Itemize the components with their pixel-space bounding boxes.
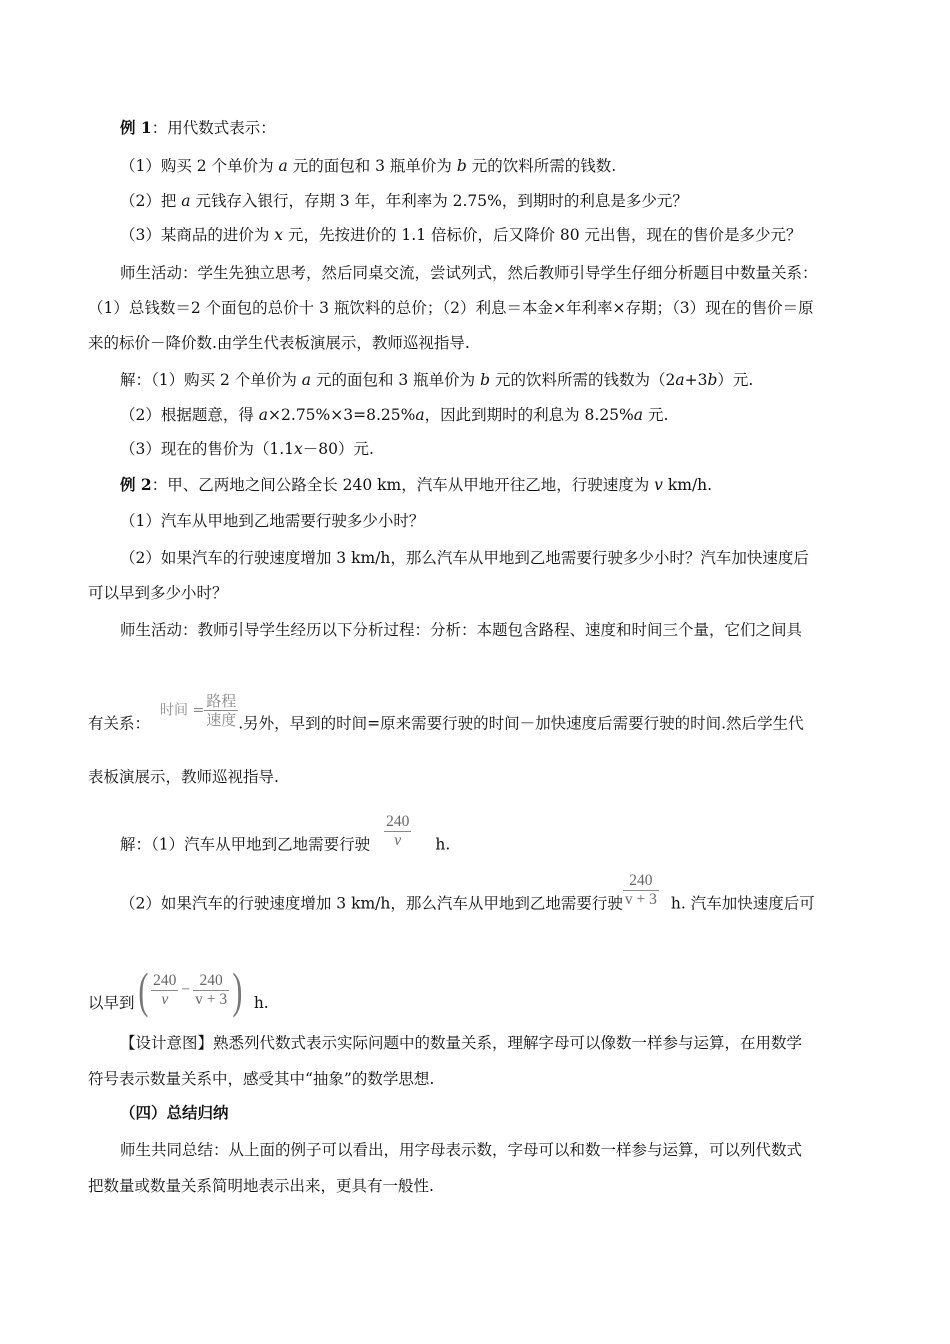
- example2-activity-line2: 有关系：时间 = $\frac{\text{路程}}{\text{速度}}$ .另外，早到的时间=原来需要行驶的时间－加快速度后需要行驶的时间.然后学生代: [88, 692, 804, 733]
- example1-activity-line3: 来的标价－降价数.由学生代表板演展示，教师巡视指导.: [88, 334, 470, 352]
- example1-solution3: （3）现在的售价为（1.1x－80）元.: [120, 440, 374, 458]
- example2-activity-line1: 师生活动：教师引导学生经历以下分析过程：分析：本题包含路程、速度和时间三个量，它们之间具: [120, 621, 803, 639]
- example1-question2: （2）把 a 元钱存入银行，存期 3 年，年利率为 2.75%，到期时的利息是多少元？: [120, 192, 688, 210]
- section4-heading: （四）总结归纳: [120, 1103, 229, 1122]
- difference-expression: ( $\frac{240}{v}$ − $\frac{240}{v + 3}$ ): [137, 962, 243, 1018]
- example1-activity-line1: 师生活动：学生先独立思考，然后同桌交流，尝试列式，然后教师引导学生仔细分析题目中数量关系：: [120, 264, 818, 282]
- example1-question1: （1）购买 2 个单价为 a 元的面包和 3 瓶单价为 b 元的饮料所需的钱数.: [120, 157, 617, 175]
- example2-solution3: 以早到( $\frac{240}{v}$ − $\frac{240}{v + 3}$ ) h.: [88, 962, 269, 1018]
- example2-question2-line2: 可以早到多少小时？: [88, 584, 228, 602]
- section4-summary-line2: 把数量或数量关系简明地表示出来，更具有一般性.: [88, 1177, 434, 1195]
- design-intent-line2: 符号表示数量关系中，感受其中“抽象”的数学思想.: [88, 1070, 435, 1088]
- time-formula: 时间 = $\frac{\text{路程}}{\text{速度}}$: [160, 692, 237, 729]
- example2-activity-line3: 表板演展示，教师巡视指导.: [88, 768, 279, 786]
- example1-solution1: 解：（1）购买 2 个单价为 a 元的面包和 3 瓶单价为 b 元的饮料所需的钱数为（2a+3b）元.: [120, 371, 754, 389]
- fraction-240-over-v: $\frac{240}{v}$: [386, 813, 410, 849]
- example2-solution1: 解：（1）汽车从甲地到乙地需要行驶 $\frac{240}{v}$ h.: [120, 813, 451, 854]
- example2-question2-line1: （2）如果汽车的行驶速度增加 3 km/h，那么汽车从甲地到乙地需要行驶多少小时？汽车加快速度后: [120, 549, 809, 567]
- example2-solution2: （2）如果汽车的行驶速度增加 3 km/h，那么汽车从甲地到乙地需要行驶 $\frac{240}{v + 3}$ h. 汽车加快速度后可: [120, 872, 815, 913]
- example2-title: 例 2：甲、乙两地之间公路全长 240 km，汽车从甲地开往乙地，行驶速度为 v km/h.: [120, 475, 713, 494]
- section4-summary-line1: 师生共同总结：从上面的例子可以看出，用字母表示数，字母可以和数一样参与运算，可以列代数式: [120, 1141, 803, 1159]
- example1-question3: （3）某商品的进价为 x 元，先按进价的 1.1 倍标价，后又降价 80 元出售，现在的售价是多少元？: [120, 226, 802, 244]
- fraction-240-over-v-plus-3: $\frac{240}{v + 3}$: [624, 872, 657, 908]
- example1-activity-line2: （1）总钱数＝2 个面包的总价十 3 瓶饮料的总价；（2）利息＝本金×年利率×存期；（3）现在的售价＝原: [88, 299, 814, 317]
- design-intent-line1: 【设计意图】熟悉列代数式表示实际问题中的数量关系，理解字母可以像数一样参与运算，在用数学: [120, 1034, 803, 1052]
- example1-solution2: （2）根据题意，得 a×2.75%×3=8.25%a，因此到期时的利息为 8.25%a 元.: [120, 406, 669, 424]
- example2-question1: （1）汽车从甲地到乙地需要行驶多少小时？: [120, 512, 425, 530]
- example1-title: 例 1：用代数式表示：: [120, 118, 276, 137]
